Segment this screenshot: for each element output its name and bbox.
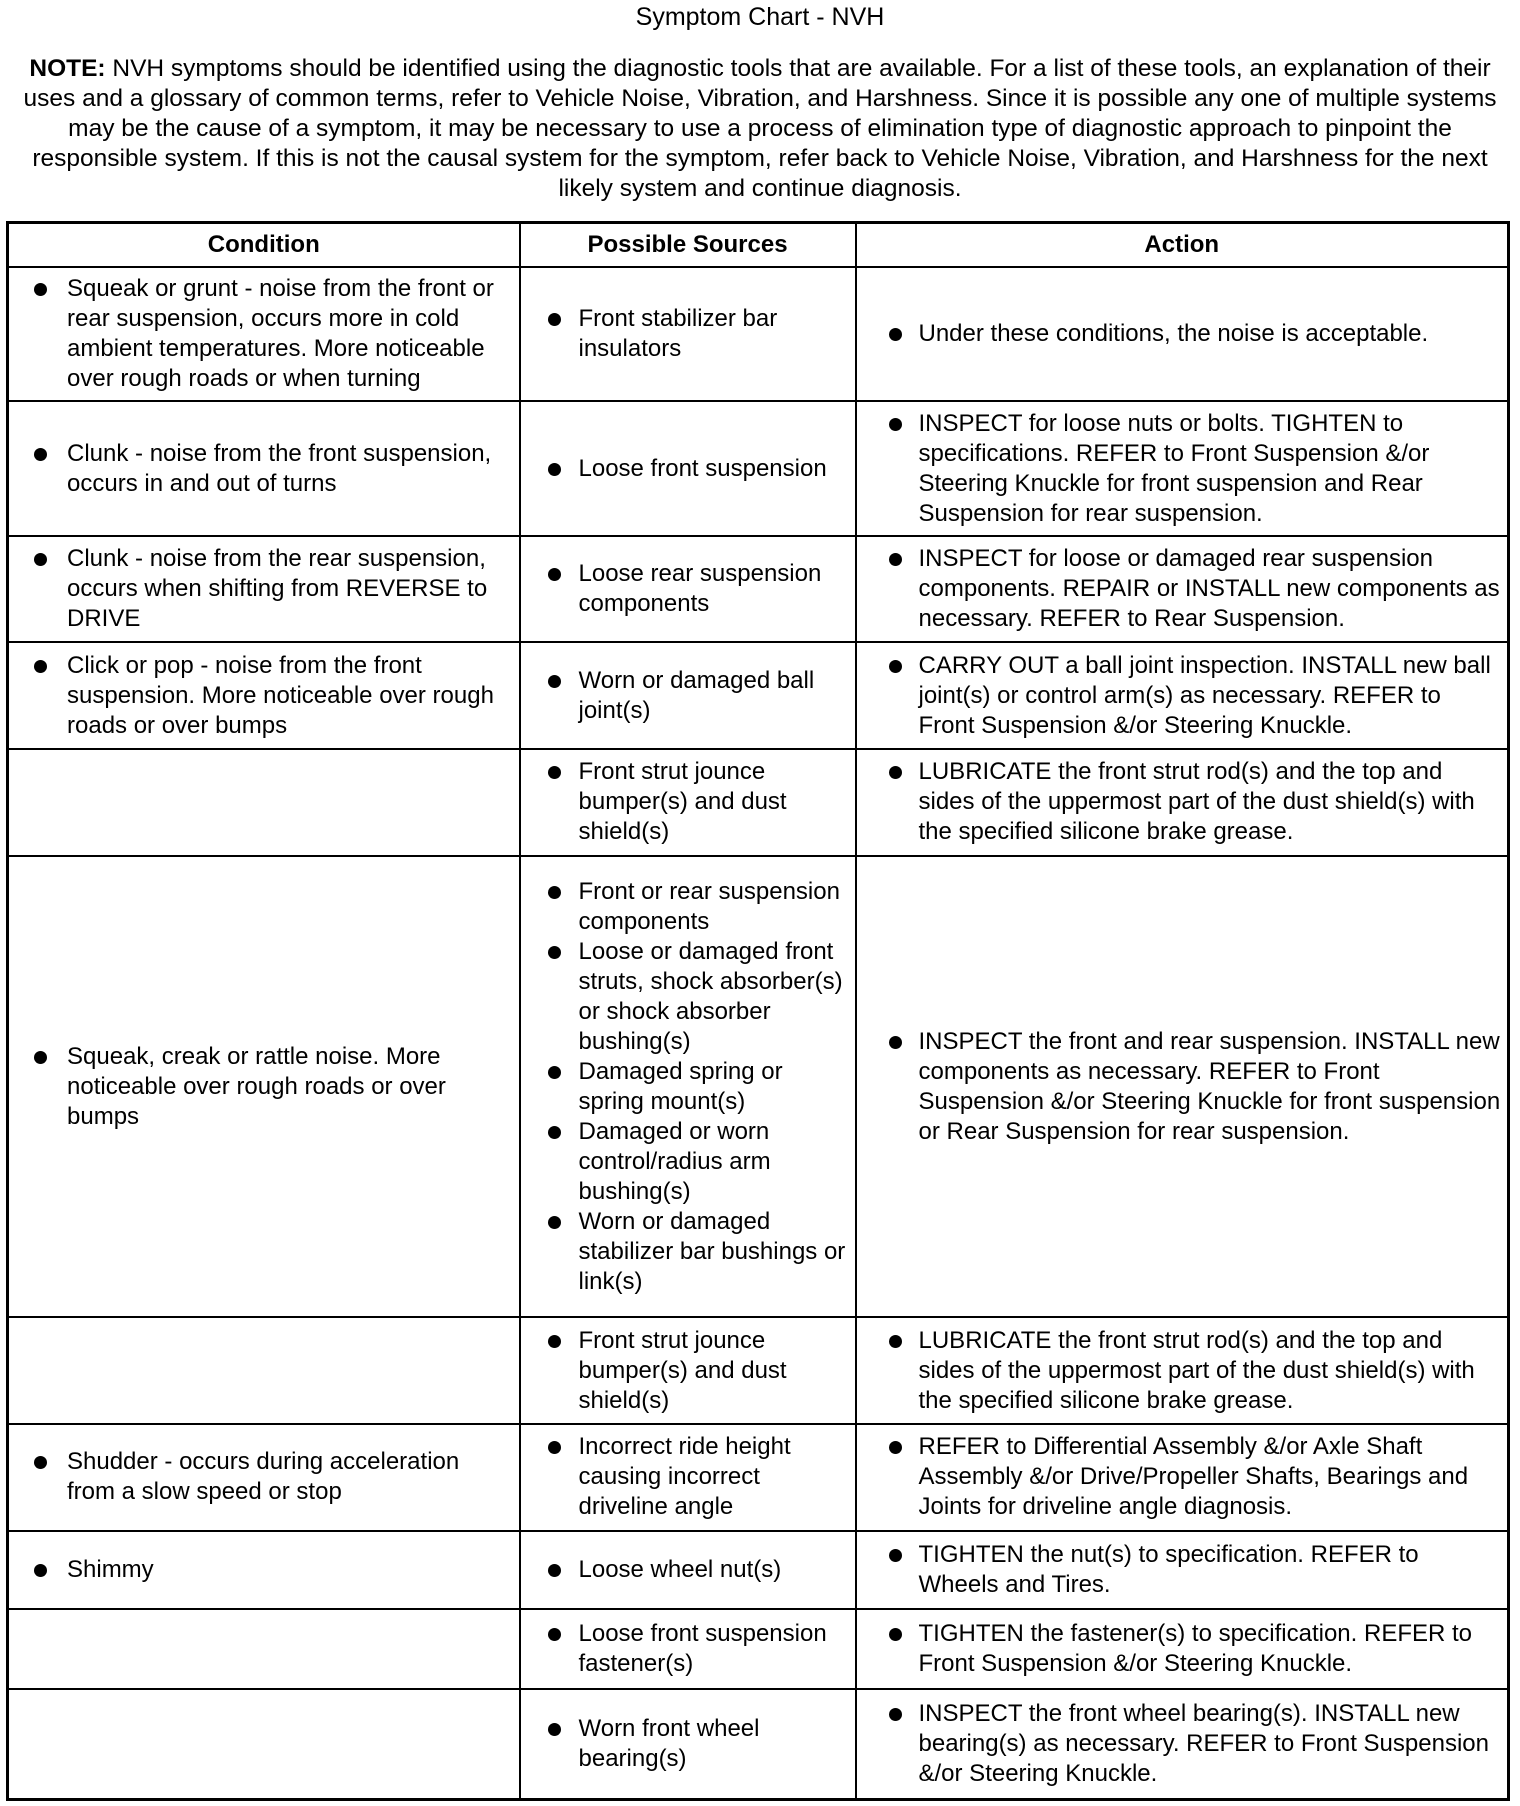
action-cell (856, 1317, 1509, 1424)
action-text: INSPECT for loose or damaged rear suspension components. REPAIR or INSTALL new components as necessary. REFER to Rear Suspension. (867, 544, 1502, 634)
action-text: TIGHTEN the fastener(s) to specification. REFER to Front Suspension &/or Steering Knuckle. (867, 1619, 1502, 1679)
condition-cell (8, 856, 520, 1318)
source-item: Loose front suspension fastener(s) (531, 1619, 849, 1679)
action-text: Under these conditions, the noise is acceptable. (867, 319, 1502, 349)
condition-cell-empty (8, 749, 520, 856)
action-text: INSPECT for loose nuts or bolts. TIGHTEN to specifications. REFER to Front Suspension &/or Steering Knuckle for front suspension and Rear Suspension for rear suspension. (867, 409, 1502, 529)
action-cell (856, 642, 1509, 749)
sources-cell (520, 267, 856, 401)
note-text: NVH symptoms should be identified using the diagnostic tools that are available. For a list of these tools, an explanation of their uses and a glossary of common terms, refer to Vehicle Noise, Vibration, and Harshness. Since it is possible any one of multiple systems may be the cause of a symptom, it may be necessary to use a process of elimination type of diagnostic approach to pinpoint the responsible system. If this is not the causal system for the symptom, refer back to Vehicle Noise, Vibration, and Harshness for the next likely system and continue diagnosis. (23, 55, 1497, 202)
source-item: Front strut jounce bumper(s) and dust shield(s) (531, 757, 849, 847)
action-cell (856, 856, 1509, 1318)
sources-cell (520, 401, 856, 535)
source-item: Loose or damaged front struts, shock absorber(s) or shock absorber bushing(s) (531, 937, 849, 1057)
source-item: Loose wheel nut(s) (531, 1555, 849, 1585)
note-paragraph (10, 54, 1510, 204)
action-text: TIGHTEN the nut(s) to specification. REFER to Wheels and Tires. (867, 1540, 1502, 1600)
action-text: INSPECT the front and rear suspension. INSTALL new components as necessary. REFER to Front Suspension &/or Steering Knuckle for front suspension or Rear Suspension for rear suspension. (867, 1027, 1502, 1147)
header-possible-sources: Possible Sources (520, 223, 856, 268)
condition-cell-empty (8, 1609, 520, 1689)
source-item: Damaged or worn control/radius arm bushing(s) (531, 1117, 849, 1207)
condition-text: Clunk - noise from the front suspension, occurs in and out of turns (19, 439, 513, 499)
source-item: Front or rear suspension components (531, 877, 849, 937)
condition-cell (8, 267, 520, 401)
table-row (8, 1317, 1509, 1424)
table-header-row (8, 223, 1509, 268)
sources-cell (520, 1424, 856, 1531)
condition-text: Clunk - noise from the rear suspension, occurs when shifting from REVERSE to DRIVE (19, 544, 513, 634)
condition-cell (8, 1424, 520, 1531)
action-cell (856, 1424, 1509, 1531)
condition-cell (8, 401, 520, 535)
source-item: Incorrect ride height causing incorrect driveline angle (531, 1432, 849, 1522)
condition-cell (8, 536, 520, 643)
header-action: Action (856, 223, 1509, 268)
action-cell (856, 1689, 1509, 1800)
action-cell (856, 267, 1509, 401)
table-row (8, 1424, 1509, 1531)
condition-cell (8, 1531, 520, 1609)
table-row (8, 401, 1509, 535)
sources-cell (520, 1609, 856, 1689)
condition-cell-empty (8, 1689, 520, 1800)
table-row (8, 1531, 1509, 1609)
action-text: REFER to Differential Assembly &/or Axle Shaft Assembly &/or Drive/Propeller Shafts, Bearings and Joints for driveline angle diagnosis. (867, 1432, 1502, 1522)
source-item: Worn front wheel bearing(s) (531, 1714, 849, 1774)
condition-text: Shudder - occurs during acceleration from a slow speed or stop (19, 1447, 513, 1507)
sources-cell (520, 536, 856, 643)
condition-cell (8, 642, 520, 749)
action-cell (856, 1531, 1509, 1609)
action-cell (856, 749, 1509, 856)
source-item: Front stabilizer bar insulators (531, 304, 849, 364)
table-row (8, 749, 1509, 856)
page-title: Symptom Chart - NVH (635, 3, 885, 31)
source-item: Loose rear suspension components (531, 559, 849, 619)
source-item: Front strut jounce bumper(s) and dust shield(s) (531, 1326, 849, 1416)
table-row (8, 1689, 1509, 1800)
condition-cell-empty (8, 1317, 520, 1424)
header-condition: Condition (8, 223, 520, 268)
sources-cell (520, 856, 856, 1318)
condition-text: Squeak, creak or rattle noise. More noticeable over rough roads or over bumps (19, 1042, 513, 1132)
sources-cell (520, 1531, 856, 1609)
condition-text: Click or pop - noise from the front suspension. More noticeable over rough roads or over bumps (19, 651, 513, 741)
note-label: NOTE: (29, 55, 106, 82)
table-row (8, 642, 1509, 749)
condition-text: Squeak or grunt - noise from the front or rear suspension, occurs more in cold ambient temperatures. More noticeable over rough roads or when turning (19, 274, 513, 394)
action-cell (856, 401, 1509, 535)
action-text: LUBRICATE the front strut rod(s) and the top and sides of the uppermost part of the dust shield(s) with the specified silicone brake grease. (867, 1326, 1502, 1416)
action-text: CARRY OUT a ball joint inspection. INSTALL new ball joint(s) or control arm(s) as necessary. REFER to Front Suspension &/or Steering Knuckle. (867, 651, 1502, 741)
table-row (8, 267, 1509, 401)
table-row (8, 536, 1509, 643)
action-cell (856, 536, 1509, 643)
table-row (8, 856, 1509, 1318)
sources-cell (520, 1689, 856, 1800)
source-item: Damaged spring or spring mount(s) (531, 1057, 849, 1117)
table-row (8, 1609, 1509, 1689)
action-text: INSPECT the front wheel bearing(s). INSTALL new bearing(s) as necessary. REFER to Front Suspension &/or Steering Knuckle. (867, 1699, 1502, 1789)
symptom-chart-table (6, 221, 1510, 1801)
sources-cell (520, 1317, 856, 1424)
action-cell (856, 1609, 1509, 1689)
sources-cell (520, 642, 856, 749)
sources-cell (520, 749, 856, 856)
source-item: Worn or damaged stabilizer bar bushings or link(s) (531, 1207, 849, 1297)
condition-text: Shimmy (19, 1555, 513, 1585)
source-item: Worn or damaged ball joint(s) (531, 666, 849, 726)
source-item: Loose front suspension (531, 454, 849, 484)
action-text: LUBRICATE the front strut rod(s) and the top and sides of the uppermost part of the dust shield(s) with the specified silicone brake grease. (867, 757, 1502, 847)
